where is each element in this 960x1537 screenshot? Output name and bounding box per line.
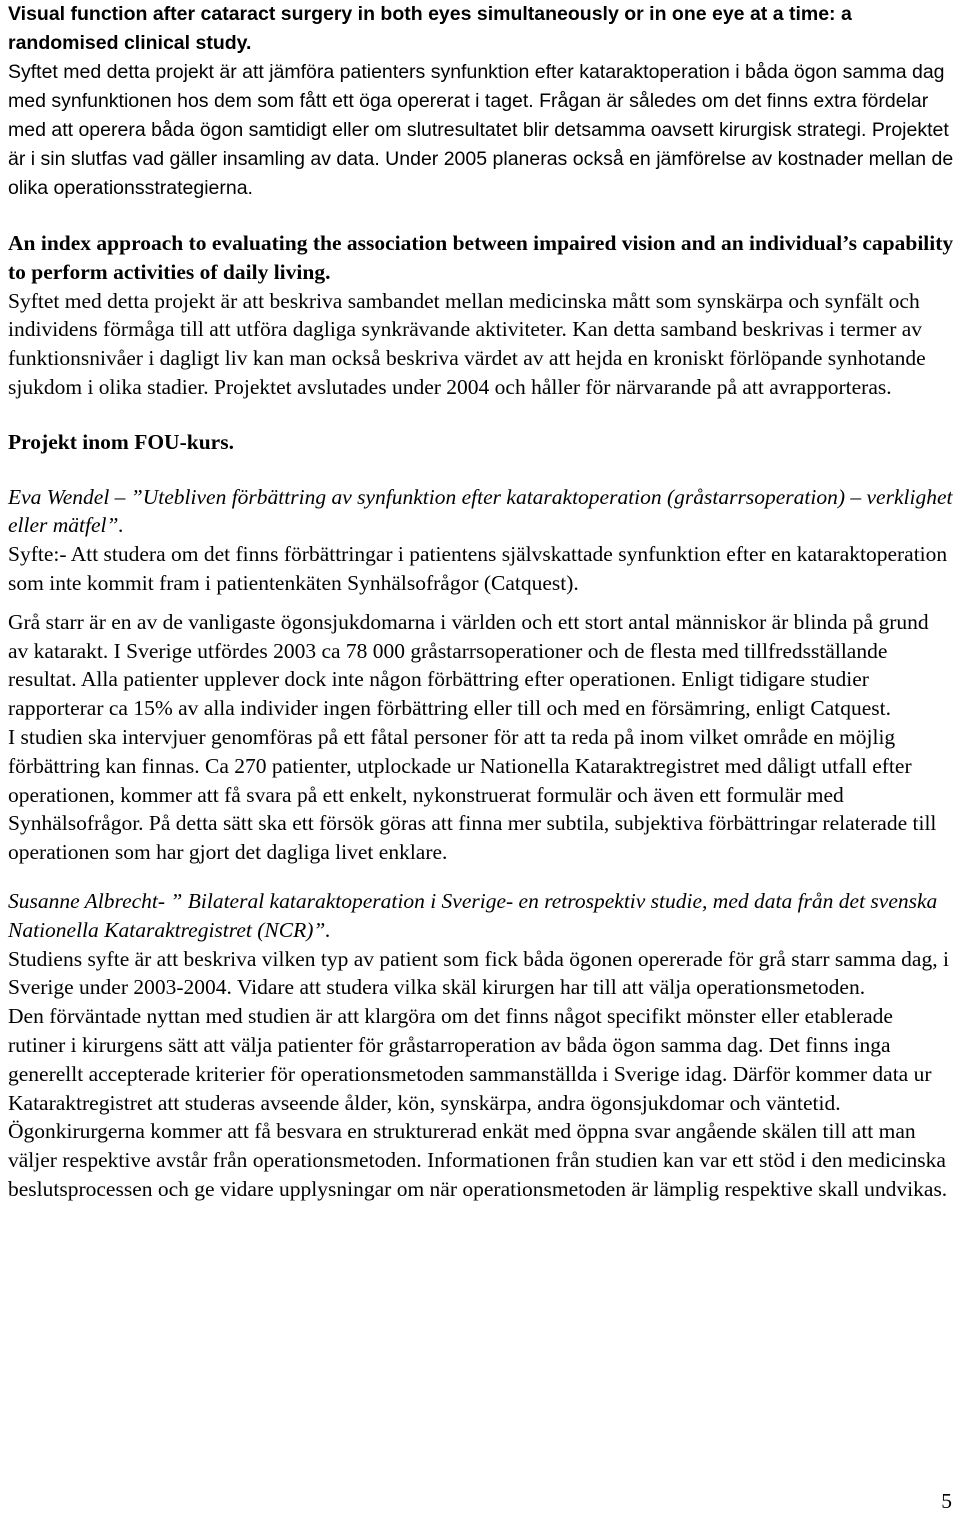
- section-2-title: An index approach to evaluating the association between impaired vision and an individual’s capability to perform activities of daily living.: [8, 231, 954, 284]
- section-1-title: Visual function after cataract surgery in both eyes simultaneously or in one eye at a time: a randomised clinical study.: [8, 3, 852, 54]
- section-1-body: Syftet med detta projekt är att jämföra patienters synfunktion efter kataraktoperation i båda ögon samma dag med synfunktionen hos dem som fått ett öga opererat i taget. Frågan är således om det finns extra fördelar med att operera båda ögon samtidigt eller om slutresultatet blir detsamma oavsett kirurgisk strategi. Projektet är i sin slutfas vad gäller insamling av data. Under 2005 planeras också en jämförelse av kostnader mellan de olika operationsstrategierna.: [8, 61, 954, 199]
- project-1-body-2: I studien ska intervjuer genomföras på ett fåtal personer för att ta reda på inom vilket område en möjlig förbättring kan finnas. Ca 270 patienter, utplockade ur Nationella Kataraktregistret med dåligt utfall efter operationen, kommer att få svara på ett enkelt, nykonstruerat formulär och även ett formulär med Synhälsofrågor. På detta sätt ska ett försök göras att finna mer subtila, subjektiva förbättringar relaterade till operationen som har gjort det dagliga livet enklare.: [8, 724, 937, 865]
- project-2-body-2: Den förväntade nyttan med studien är att klargöra om det finns något specifikt mönster eller etablerade rutiner i kirurgens sätt att välja patienter för gråstarroperation av båda ögon samma dag. Det finns inga generellt accepterade kriterier för operationsmetoden sammanställda i Sverige idag. Därför kommer data ur Kataraktregistret att studeras avseende ålder, kön, synskärpa, andra ögonsjukdomar och väntetid. Ögonkirurgerna kommer att få besvara en strukturerad enkät med öppna svar angående skälen till att man väljer respektive avstår från operationsmetoden. Informationen från studien kan var ett stöd i den medicinska beslutsprocessen och ge vidare upplysningar om när operationsmetoden är lämplig respektive skall undvikas.: [8, 1004, 948, 1201]
- section-3-heading: Projekt inom FOU-kurs.: [8, 429, 234, 454]
- section-2-body: Syftet med detta projekt är att beskriva sambandet mellan medicinska mått som synskärpa och synfält och individens förmåga till att utföra dagliga synkrävande aktiviteter. Kan detta samband beskrivas i termer av funktionsnivåer i dagligt liv kan man också beskriva värdet av att hejda en kroniskt förlöpande synhotande sjukdom i olika stadier. Projektet avslutades under 2004 och håller för närvarande på att avrapporteras.: [8, 288, 926, 399]
- project-1-body-1: Grå starr är en av de vanligaste ögonsjukdomarna i världen och ett stort antal människor är blinda på grund av katarakt. I Sverige utfördes 2003 ca 78 000 gråstarrsoperationer och de flesta med tillfredsställande resultat. Alla patienter upplever dock inte någon förbättring efter operationen. Enligt tidigare studier rapporterar ca 15% av alla individer ingen förbättring eller till och med en försämring, enligt Catquest.: [8, 609, 929, 721]
- project-1-aim: Syfte:- Att studera om det finns förbättringar i patientens självskattade synfunktion efter en kataraktoperation som inte kommit fram i patientenkäten Synhälsofrågor (Catquest).: [8, 542, 948, 595]
- document-page: [8, 0, 954, 1204]
- project-2-title: Susanne Albrecht- ” Bilateral kataraktoperation i Sverige- en retrospektiv studie, med data från det svenska Nationella Kataraktregistret (NCR)”.: [8, 888, 938, 942]
- page-number: 5: [941, 1489, 952, 1513]
- project-2-body-1: Studiens syfte är att beskriva vilken typ av patient som fick båda ögonen opererade för grå starr samma dag, i Sverige under 2003-2004. Vidare att studera vilka skäl kirurgen har till att välja operationsmetoden.: [8, 946, 949, 1000]
- project-1-title: Eva Wendel – ”Utebliven förbättring av synfunktion efter kataraktoperation (gråstarrsoperation) – verklighet eller mätfel”.: [8, 484, 953, 538]
